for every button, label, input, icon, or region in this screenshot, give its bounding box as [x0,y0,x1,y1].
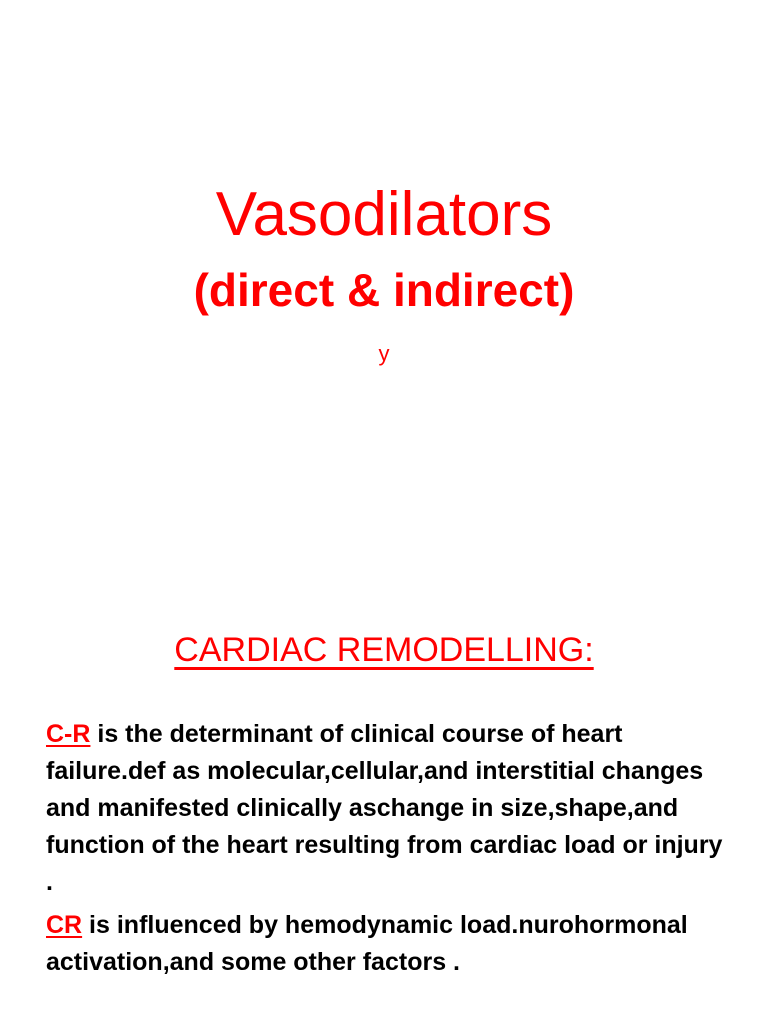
slide-title: Vasodilators [215,180,553,249]
term-abbreviation: CR [46,911,83,939]
slide-body [46,716,726,987]
section-heading-text: CARDIAC REMODELLING: [174,631,594,669]
section-heading [0,628,768,672]
paragraph-text: is the determinant of clinical course of heart failure.def as molecular,cellular,and interstitial changes and manifested clinically aschange in size,shape,and function of the heart resulting from cardiac load or injury . [46,720,723,896]
slide-subtitle: (direct & indirect) [193,264,575,316]
paragraph-text: is influenced by hemodynamic load.nurohormonal activation,and some other factors . [46,911,688,976]
stray-text: y [378,341,390,366]
content-slide [0,576,768,1024]
term-abbreviation: C-R [46,720,91,748]
paragraph [46,907,726,981]
paragraph [46,716,726,901]
